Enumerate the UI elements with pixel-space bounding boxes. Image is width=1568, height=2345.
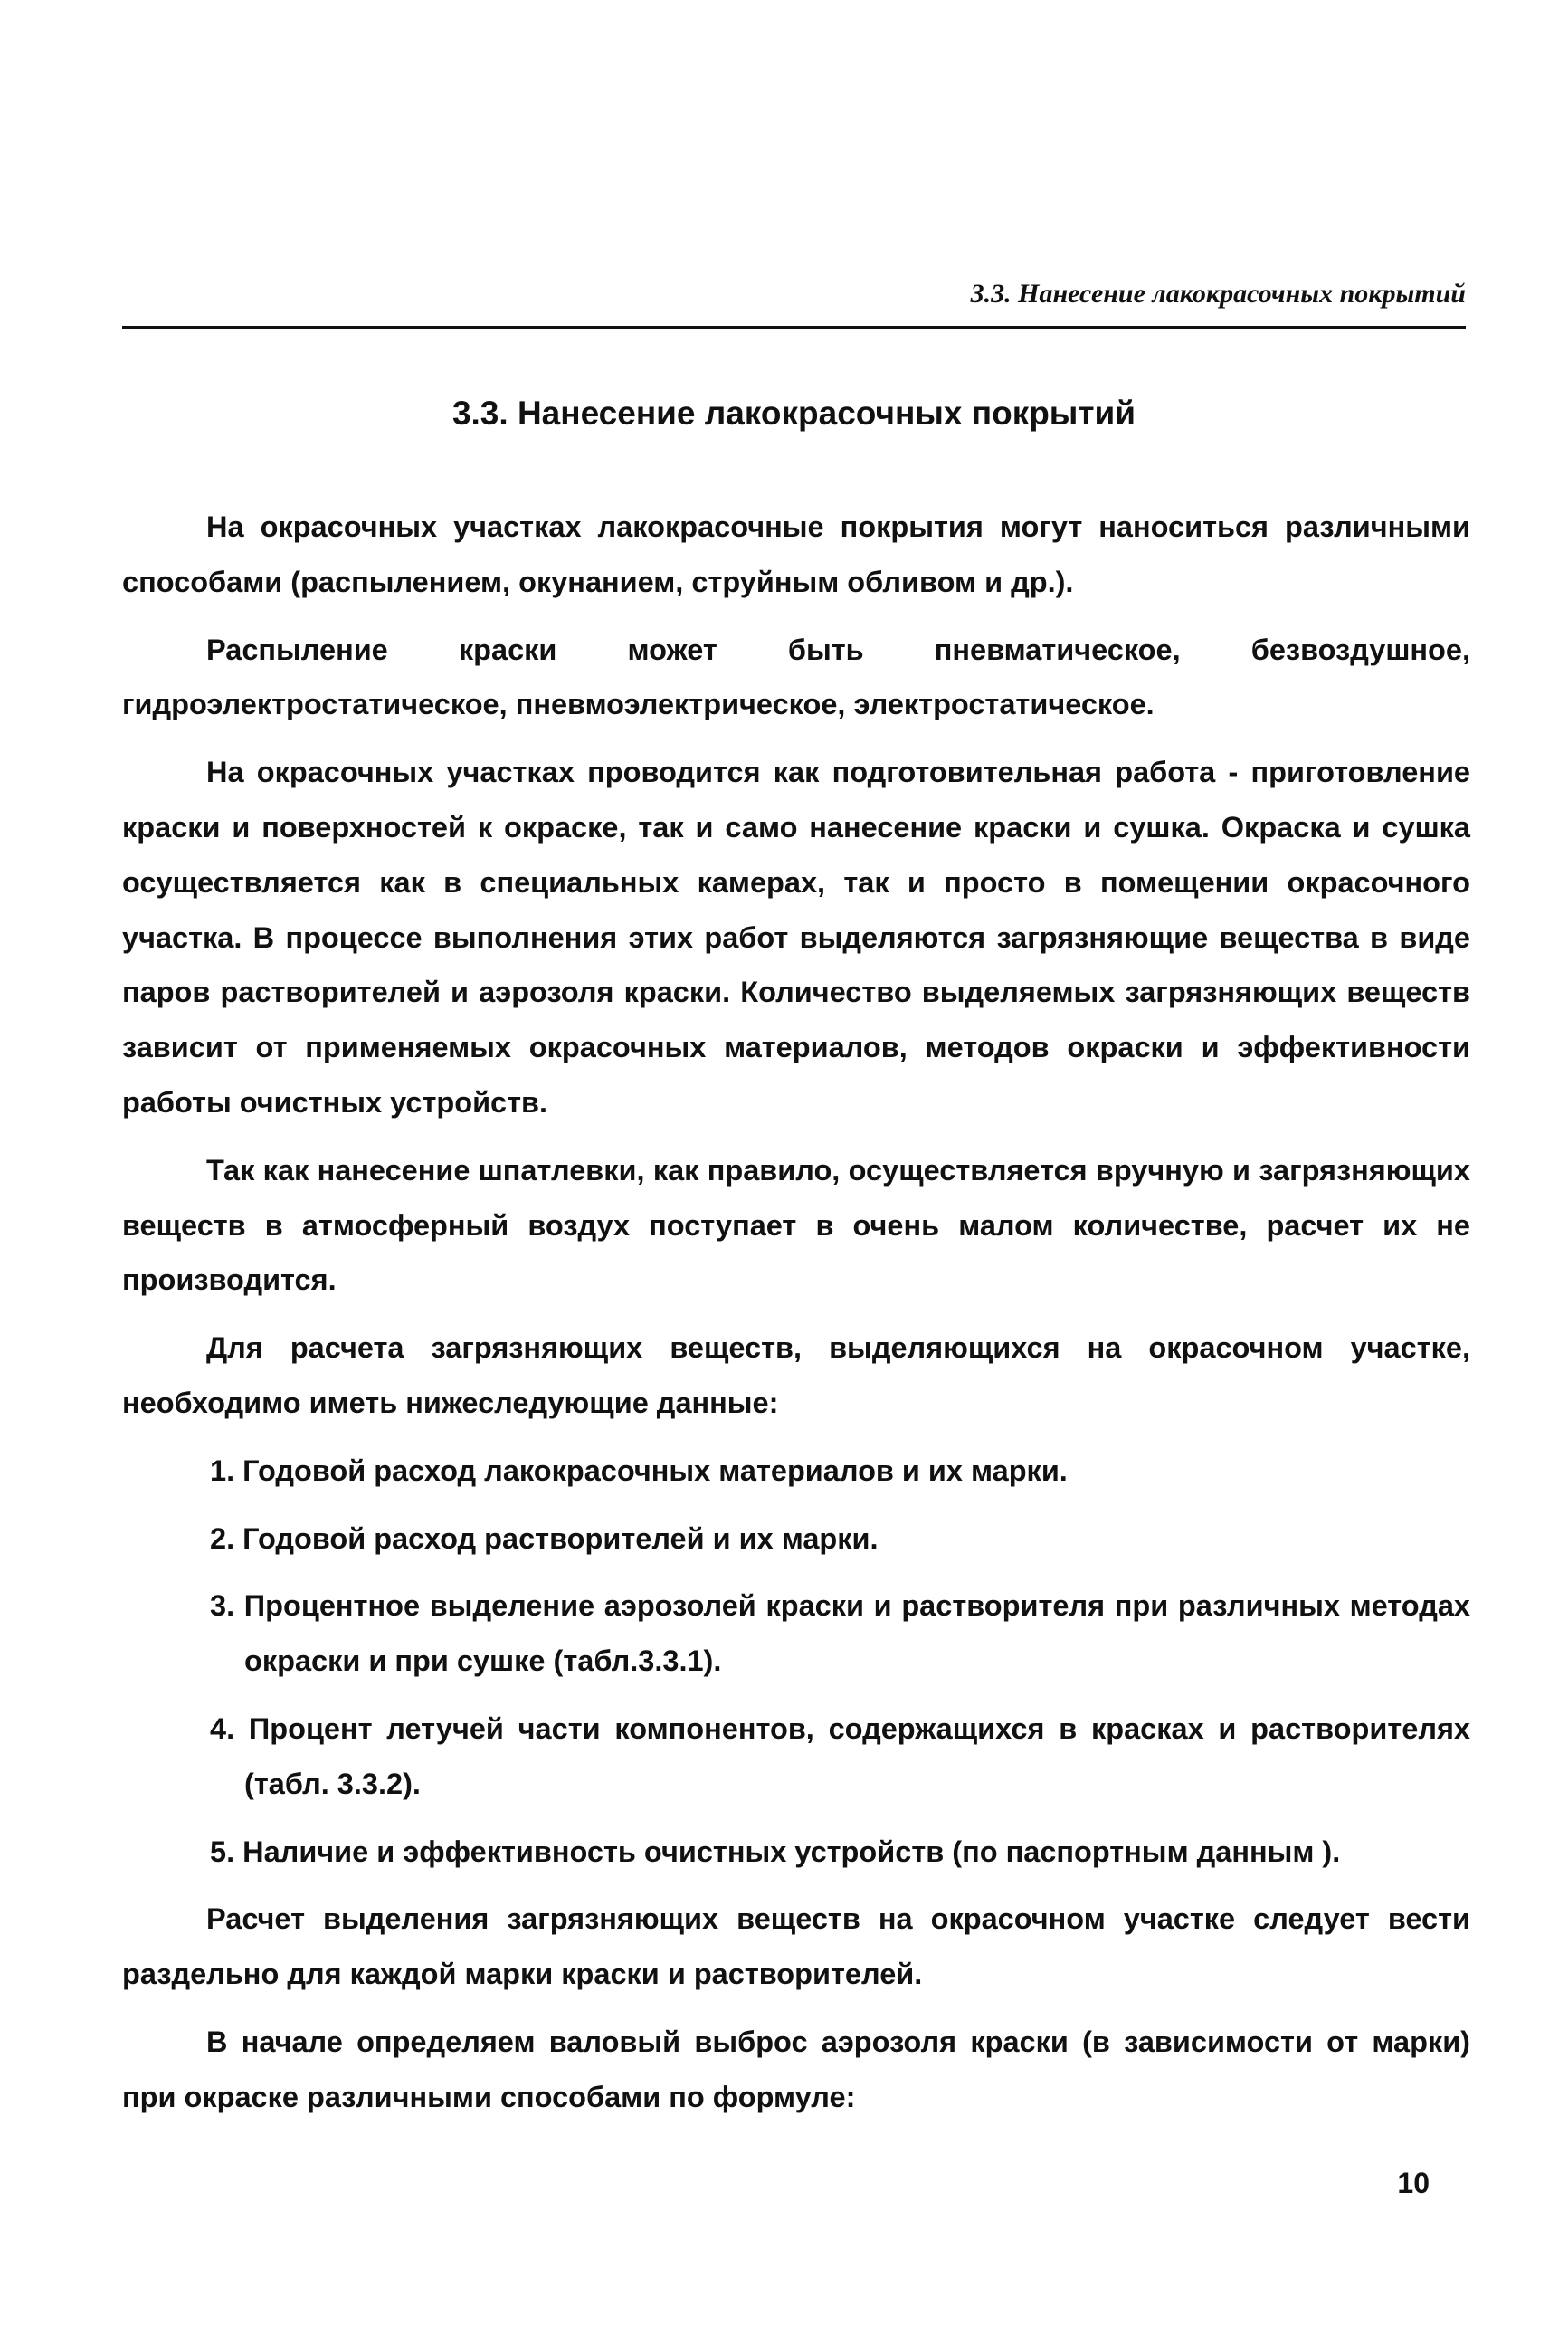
paragraph-application-methods: На окрасочных участках лакокрасочные покрытия могут наноситься различными способами (распылением, окунанием, струйным обливом и др.). <box>122 510 1470 598</box>
list-item: 5. Наличие и эффективность очистных устройств (по паспортным данным ). <box>210 1835 1341 1868</box>
list-item: 4. Процент летучей части компонентов, содержащихся в красках и растворителях (табл. 3.3.2). <box>210 1711 1470 1800</box>
required-data-list <box>122 1444 1470 1880</box>
list-item: 3. Процентное выделение аэрозолей краски и растворителя при различных методах окраски и при сушке (табл.3.3.1). <box>210 1589 1470 1678</box>
body-text <box>122 500 1470 2138</box>
paragraph-required-data: Для расчета загрязняющих веществ, выделяющихся на окрасочном участке, необходимо иметь нижеследующие данные: <box>122 1331 1470 1419</box>
paragraph-separate-calculation: Расчет выделения загрязняющих веществ на окрасочном участке следует вести раздельно для каждой марки краски и растворителей. <box>122 1902 1470 1991</box>
paragraph-formula-intro: В начале определяем валовый выброс аэрозоля краски (в зависимости от марки) при окраске различными способами по формуле: <box>122 2025 1470 2113</box>
paragraph-spraying-types: Распыление краски может быть пневматическое, безвоздушное, гидроэлектростатическое, пневмоэлектрическое, электростатическое. <box>122 633 1470 721</box>
list-item: 1. Годовой расход лакокрасочных материалов и их марки. <box>210 1454 1068 1487</box>
list-item: 2. Годовой расход растворителей и их марки. <box>210 1521 879 1555</box>
page-number: 10 <box>1397 2167 1430 2199</box>
paragraph-putty: Так как нанесение шпатлевки, как правило, осуществляется вручную и загрязняющих веществ в атмосферный воздух поступает в очень малом количестве, расчет их не производится. <box>122 1153 1470 1297</box>
section-title: 3.3. Нанесение лакокрасочных покрытий <box>451 395 1136 432</box>
paragraph-painting-process: На окрасочных участках проводится как подготовительная работа - приготовление краски и поверхностей к окраске, так и само нанесение краски и сушка. Окраска и сушка осуществляется как в специальных камерах, так и просто в помещении окрасочного участка. В процессе выполнения этих работ выделяются загрязняющие вещества в виде паров растворителей и аэрозоля краски. Количество выделяемых загрязняющих веществ зависит от применяемых окрасочных материалов, методов окраски и эффективности работы очистных устройств. <box>122 756 1470 1119</box>
header-rule <box>122 326 1466 329</box>
running-header: 3.3. Нанесение лакокрасочных покрытий <box>970 279 1466 309</box>
